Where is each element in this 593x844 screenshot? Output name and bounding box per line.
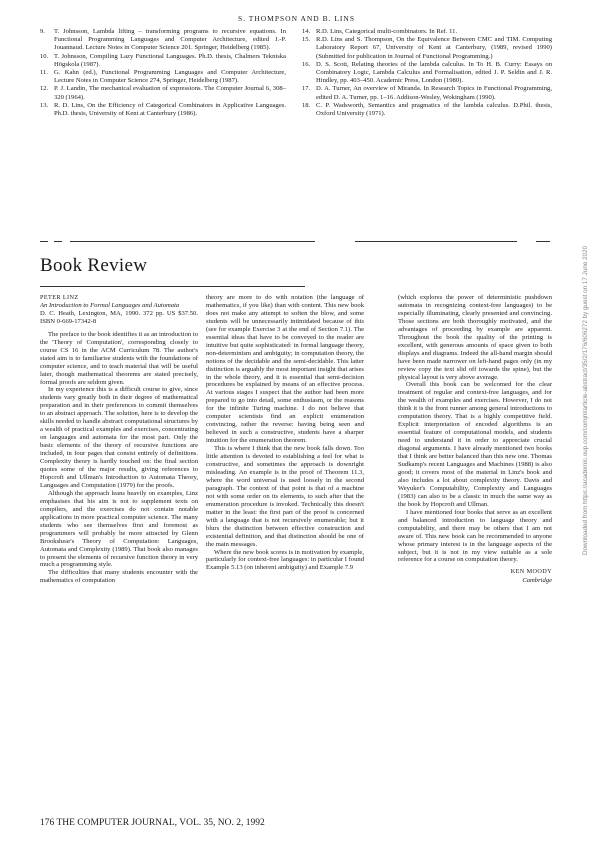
review-column-3: [398, 294, 552, 585]
paragraph: Where the new book scores is in motivation by example, particularly for context-free languages: in particular I found Example 5.13 (on inherent ambiguity) and Example 7.9: [206, 548, 364, 572]
paragraph: Overall this book can be welcomed for the clear treatment of regular and context-free languages, and for the wealth of examples and exercises. However, I do not think it is the front runner among general introductions to computation theory. That is a highly competitive field. Explicit interpretation of encoded algorithms is an essential feature of computational models, and students need to understand it in order to appreciate crucial diagonal arguments. I have already mentioned two books that I think are better balanced than this new one. Thomas Sudkamp's recent Languages and Machines (1988) is also good; it covers most of the material in Linz's book and also includes a lot about complexity theory. Davis and Weyuker's Computability, Complexity and Languages (1983) can also to be a classic in much the same way as the book by Hopcroft and Ullman.: [398, 381, 552, 508]
section-title: Book Review: [40, 255, 148, 276]
paragraph: The difficulties that many students encounter with the mathematics of computation: [40, 569, 198, 585]
reference-item: 11. G. Kahn (ed.), Functional Programming Languages and Computer Architecture, Lecture Notes in Computer Science 274, Springer, Heidelberg (1987).: [40, 69, 286, 85]
title-underline: [40, 286, 305, 287]
paragraph: (which explores the power of deterministic pushdown automata in recognizing context-free languages) to be especially illuminating, clearly presented and convincing. Those sections are both thoroughly motivated, and the advantages of proceeding by example are apparent. Throughout the book the quality of the printing is excellent, with generous amounts of space given to both displays and diagrams. Indeed the all-hand margin should have been made narrower on left-hand pages only (in my review copy the text slid off towards the spine), but the physical layout is very above average.: [398, 294, 552, 381]
divider: [355, 241, 517, 242]
paragraph: theory are more to do with notation (the language of mathematics, if you like) than with content. This new book does not make any attempt to soften the blow, and some students will be unnecessarily intimidated because of this (see for example Exercise 3 at the end of Section 7.1). The essential ideas that have to be conveyed to the reader are intuitive but quite sophisticated: in formal language theory, non-determinism and ambiguity; in computation theory, the notions of the decidable and the semi-decidable. This latter distinction is arguably the most important insight that arises in the whole theory, and it is essential that semi-decision procedures be explained by means of an effective process. At various stages I suspect that the author had been more prepared to go into detail, some enthusiasm, or the reasons for the infinite Turing machine. I do not believe that computer scientists find an explicit enumeration convincing, rather the reverse: having being seen and believed in such a constructive, students have a sharper intuition for the enumeration theorem.: [206, 294, 364, 445]
references-right: [302, 28, 552, 118]
divider: [54, 241, 62, 242]
divider: [70, 241, 315, 242]
reference-item: 10. T. Johnsson, Compiling Lazy Functional Languages. Ph.D. thesis, Chalmers Tekniska Högskola (1987).: [40, 52, 286, 68]
book-title: An Introduction to Formal Languages and Automata: [40, 301, 180, 309]
reviewer-name: KEN MOODY: [510, 568, 552, 576]
reference-item: 18. C. P. Wadsworth, Semantics and pragmatics of the lambda calculus. D.Phil. thesis, Oxford University (1971).: [302, 101, 552, 118]
reviewer-signature: [398, 568, 552, 585]
running-header: S. THOMPSON AND B. LINS: [237, 14, 356, 23]
reference-item: 13. R. D. Lins, On the Efficiency of Categorical Combinators in Applicative Languages. Ph.D. thesis, University of Kent at Canterbury (1986).: [40, 101, 286, 118]
paragraph: In my experience this is a difficult course to give, since students vary greatly both in their degree of mathematical preparation and in their preferences to commit themselves to an abstract approach. The solution, here is to develop the skills needed to handle abstract computational structures by a wealth of practical examples and exercises, concentrating on languages and automata for the most part. Only the basic elements of the theory of recursive functions are included, in four pages that consist entirely of definitions. Complexity theory is hardly touched on: the final section quotes some of the major results, giving references to Hopcroft and Ullman's Introduction to Automata Theory, Languages and Computation (1979) for the proofs.: [40, 386, 198, 489]
book-author: PETER LINZ: [40, 294, 79, 301]
paragraph: Although the approach leans heavily on examples, Linz emphasises that his aim is not to supplement texts on compilers, and the exercises do not contain notable applications in more practical computer science. The many students who see themselves first and foremost as programmers will probably be more attracted by Glenn Brookshear's Theory of Computation: Languages, Automata and Complexity (1989). That book also manages to present the elements of recursive function theory in very much a programming style.: [40, 489, 198, 569]
divider: [40, 241, 48, 242]
divider: [536, 241, 550, 242]
paragraph: The preface to the book identifies it as an introduction to the 'Theory of Computation', corresponding closely to course CS 16 in the ACM Curriculum 78. The author's stated aim is to familiarise students with the foundations of computer science, and to teach material that will be useful later, though mathematical theorems are stated precisely, formal proofs are seldom given.: [40, 330, 198, 386]
reference-item: 14. R.D. Lins, Categorical multi-combinators. In Ref. 11.: [302, 28, 458, 35]
paragraph: This is where I think that the new book falls down. Too little attention is devoted to establishing a feel for what is constructive, and sometimes the approach is downright misleading. An example is in the proof of Theorem 11.3, where the word universal is used loosely in the second paragraph. The context of that point is that of a machine not with some order on its elements, to such after that the enumeration procedure is invoked. Technically this doesn't matter in the least: the first part of the proof is concerned with a language that is not recursively enumerable; but it blurs the distinction between effective construction and existential definition, and that distinction should be one of the main messages.: [206, 445, 364, 548]
page-footer: 176 THE COMPUTER JOURNAL, VOL. 35, NO. 2, 1992: [40, 818, 265, 828]
book-publisher: D. C. Heath, Lexington, MA, 1990. 372 pp. US $37.50. ISBN 0-669-17342-8: [40, 309, 198, 325]
paragraph: I have mentioned four books that serve as an excellent and balanced introduction to language theory and computability, and there may be others that I am not aware of. This new book can be recommended to anyone whose primary interest is in the language aspects of the subject, but it is not in my view suitable as a sole reference for a course on computation theory.: [398, 508, 552, 564]
review-column-1: [40, 294, 198, 585]
reference-item: 16. D. S. Scott, Relating theories of the lambda calculus. In To H. B. Curry: Essays on Combinatory Logic, Lambda Calculus and Formalisation, edited J. P. Seldin and J. R. Hindley, pp. 403–450. Academic Press, London (1980).: [302, 60, 552, 85]
reference-item: 12. P. J. Landin, The mechanical evaluation of expressions. The Computer Journal 6, 308–320 (1964).: [40, 85, 286, 101]
download-watermark: Downloaded from https://academic.oup.com/comjnl/article-abstract/35/2/176/606272 by guest on 17 June 2020: [582, 245, 589, 555]
reference-item: 15. R.D. Lins and S. Thompson, On the Equivalence Between CMC and TIM. Computing Laboratory Report 67, University of Kent at Canterbury, (1989, revised 1990) (Submitted for publication in Journal of Functional Programming.): [302, 36, 552, 60]
reference-item: 17. D. A. Turner, An overview of Miranda. In Research Topics in Functional Programming, edited D. A. Turner, pp. 1–16. Addison-Wesley, Wokingham (1990).: [302, 85, 552, 101]
references-left: [40, 28, 286, 118]
review-column-2: [206, 294, 364, 572]
reviewer-place: Cambridge: [522, 576, 552, 584]
reference-item: 9. T. Johnsson, Lambda lifting – transforming programs to recursive equations. In Functional Programming Languages and Computer Architecture, edited J.-P. Jouannaud. Lecture Notes in Computer Science 201. Springer, Heidelberg (1985).: [40, 28, 286, 52]
